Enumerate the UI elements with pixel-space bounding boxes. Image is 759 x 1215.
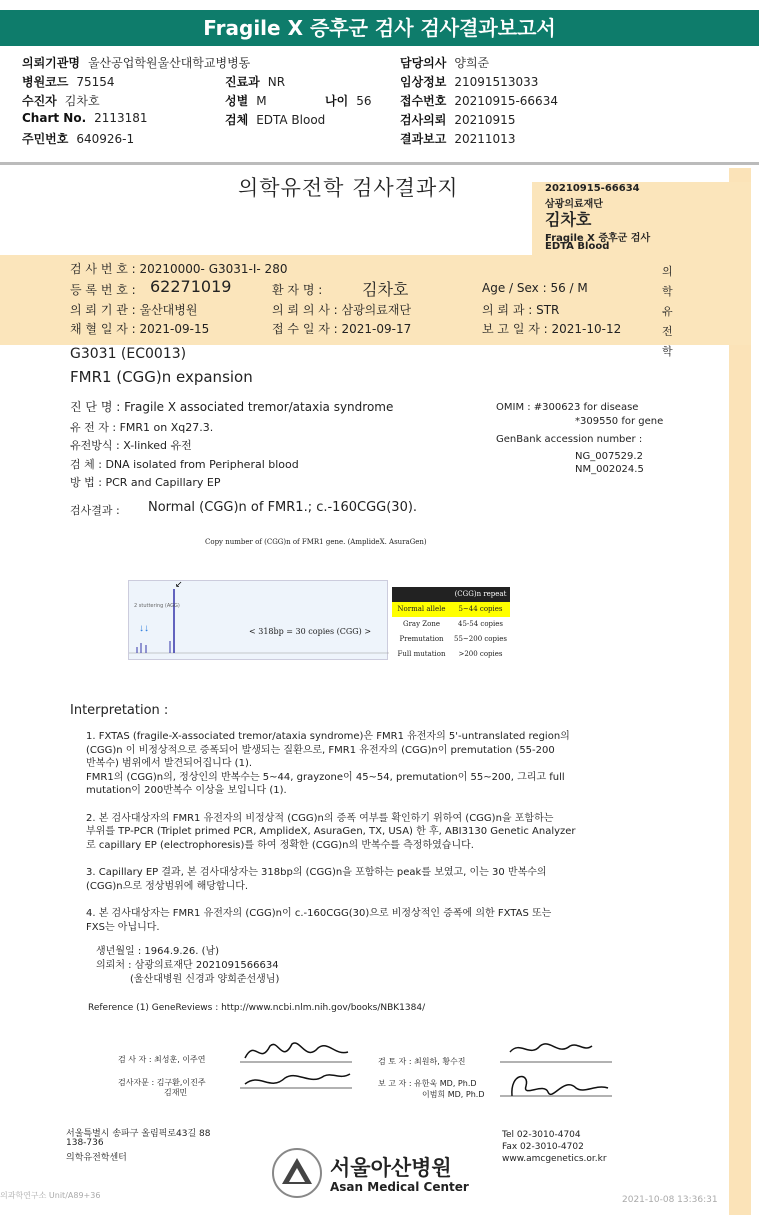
info-field xyxy=(400,73,538,91)
info-value: 2113181 xyxy=(94,111,148,125)
hospital-name-ko: 서울아산병원 xyxy=(330,1156,452,1180)
info-value: 56 xyxy=(356,94,372,108)
info-value: EDTA Blood xyxy=(256,113,326,127)
examiner: 검 사 자 : 최성훈, 이주연 xyxy=(118,1055,206,1064)
advisor-2: 김재민 xyxy=(164,1088,188,1097)
info-field xyxy=(225,111,325,129)
reporter: 보 고 자 : 유한욱 MD, Ph.D xyxy=(378,1079,477,1088)
interpretation-line: 반복수) 범위에서 발견되어집니다 (1). xyxy=(86,758,253,769)
info-value: 20210915 xyxy=(454,113,516,127)
hospital-logo-icon xyxy=(272,1148,322,1198)
genbank-ng: NG_007529.2 xyxy=(575,451,643,462)
ep-trace xyxy=(129,581,389,661)
info-field xyxy=(400,111,515,129)
result-label: 검사결과 : xyxy=(70,504,120,517)
inheritance: 유전방식 : X-linked 유전 xyxy=(70,439,192,452)
info-label: 주민번호 xyxy=(22,132,69,146)
info-field xyxy=(22,92,100,110)
result-value: Normal (CGG)n of FMR1.; c.-160CGG(30). xyxy=(148,500,418,515)
info-field xyxy=(22,54,250,72)
chart-caption: Copy number of (CGG)n of FMR1 gene. (AmplideX. AsuraGen) xyxy=(205,538,427,546)
info-value: 김차호 xyxy=(64,94,100,108)
genbank-nm: NM_002024.5 xyxy=(575,464,644,475)
interpretation-line: (CGG)n 이 비정상적으로 증폭되어 발생되는 질환으로, FMR1 유전자의 (CGG)n이 premutation (55-200 xyxy=(86,744,555,756)
info-value: 양희준 xyxy=(454,56,490,70)
info-field xyxy=(22,111,148,129)
reviewer: 검 토 자 : 최원하, 황수진 xyxy=(378,1057,466,1066)
info-label: 의뢰기관명 xyxy=(22,56,80,70)
info-label: 담당의사 xyxy=(400,56,447,70)
collect-date: 채 혈 일 자 : 2021-09-15 xyxy=(70,322,210,336)
info-field xyxy=(400,54,489,72)
referrer: 의뢰처 : 삼광의료재단 2021091566634 xyxy=(96,960,279,971)
referrer-detail: (울산대병원 신경과 양희준선생님) xyxy=(130,974,280,985)
interpretation-line: mutation이 200반복수 이상을 보입니다 (1). xyxy=(86,785,287,796)
reference: Reference (1) GeneReviews : http://www.ncbi.nlm.nih.gov/books/NBK1384/ xyxy=(88,1003,426,1013)
diagnosis: 진 단 명 : Fragile X associated tremor/ataxia syndrome xyxy=(70,400,394,414)
interpretation-line: 1. FXTAS (fragile-X-associated tremor/ataxia syndrome)은 FMR1 유전자의 5'-untranslated region의 xyxy=(86,731,570,742)
info-label: 진료과 xyxy=(225,75,260,89)
info-label: 임상정보 xyxy=(400,75,447,89)
gene: 유 전 자 : FMR1 on Xq27.3. xyxy=(70,421,214,434)
report-title: 의학유전학 검사결과지 xyxy=(238,176,459,200)
contact-web: www.amcgenetics.or.kr xyxy=(502,1154,607,1164)
info-field xyxy=(400,92,558,110)
info-value: 20211013 xyxy=(454,132,516,146)
specimen: 검 체 : DNA isolated from Peripheral blood xyxy=(70,458,299,471)
contact-tel: Tel 02-3010-4704 xyxy=(502,1130,581,1140)
test-number: 검 사 번 호 : 20210000- G3031-I- 280 xyxy=(70,262,288,276)
interpretation-title: Interpretation : xyxy=(70,703,169,718)
interpretation-line: (CGG)n으로 정상범위에 해당합니다. xyxy=(86,880,249,892)
info-value: 21091513033 xyxy=(454,75,539,89)
info-value: 640926-1 xyxy=(76,132,135,146)
info-field xyxy=(325,92,371,110)
logo-mark xyxy=(274,1150,320,1196)
report-header-title: Fragile X 증후군 검사 검사결과보고서 xyxy=(0,10,759,46)
interpretation-line: FXS는 아닙니다. xyxy=(86,921,160,933)
interpretation-line: 2. 본 검사대상자의 FMR1 유전자의 비정상적 (CGG)n의 증폭 여부를 확인하기 위하여 (CGG)n을 포함하는 xyxy=(86,812,554,824)
signature-examiner xyxy=(240,1036,355,1100)
section-divider xyxy=(0,162,759,165)
info-field xyxy=(400,130,515,148)
requesting-doctor: 의 뢰 의 사 : 삼광의료재단 xyxy=(272,303,412,317)
capillary-ep-chart xyxy=(128,580,388,660)
info-label: 나이 xyxy=(325,94,349,108)
footer-left: 의과학연구소 Unit/A89+36 xyxy=(0,1191,101,1200)
info-value: 75154 xyxy=(76,75,115,89)
address-line-3: 의학유전학센터 xyxy=(66,1153,127,1163)
info-value: 20210915-66634 xyxy=(454,94,558,108)
table-row: Full mutation >200 copies xyxy=(397,650,503,658)
info-label: 검체 xyxy=(225,113,249,127)
info-label: 병원코드 xyxy=(22,75,69,89)
repeat-range-table xyxy=(392,587,510,662)
requesting-dept: 의 뢰 과 : STR xyxy=(482,303,560,317)
table-row: Premutation 55~200 copies xyxy=(399,635,507,643)
interpretation-line: 3. Capillary EP 결과, 본 검사대상자는 318bp의 (CGG)n을 포함하는 peak를 보였고, 이는 30 반복수의 xyxy=(86,867,547,878)
stamp-line-4: Fragile X 증후군 검사 xyxy=(545,233,651,244)
stamp-line-2: 삼광의료재단 xyxy=(545,199,603,210)
stamp-line-1: 20210915-66634 xyxy=(545,183,640,194)
stutter-arrows: ↓↓ xyxy=(139,623,149,634)
report-date: 보 고 일 자 : 2021-10-12 xyxy=(482,322,622,336)
test-name: FMR1 (CGG)n expansion xyxy=(70,368,253,386)
age-sex: Age / Sex : 56 / M xyxy=(482,281,588,295)
info-label: 성별 xyxy=(225,94,249,108)
test-code: G3031 (EC0013) xyxy=(70,346,187,362)
table-row: Normal allele 5~44 copies xyxy=(392,602,510,617)
info-value: NR xyxy=(267,75,286,89)
peak-arrow: ↙ xyxy=(175,581,183,589)
info-field xyxy=(225,73,285,91)
chart-inner-label: < 318bp = 30 copies (CGG) > xyxy=(249,627,372,636)
info-label: Chart No. xyxy=(22,111,87,125)
omim-disease: OMIM : #300623 for disease xyxy=(496,402,639,413)
birth-date: 생년월일 : 1964.9.26. (남) xyxy=(96,946,220,957)
patient-label: 환 자 명 : xyxy=(272,283,323,297)
info-label: 검사의뢰 xyxy=(400,113,447,127)
interpretation-line: 부위를 TP-PCR (Triplet primed PCR, AmplideX, AsuraGen, TX, USA) 한 후, ABI3130 Genetic Analyzer xyxy=(86,826,576,837)
patient-name: 김차호 xyxy=(362,280,409,299)
chart-side-note: 2 stuttering (AGG) xyxy=(134,603,180,609)
table-row: Gray Zone 45-54 copies xyxy=(402,620,503,628)
info-field xyxy=(22,130,134,148)
genbank-label: GenBank accession number : xyxy=(496,434,643,445)
info-label: 결과보고 xyxy=(400,132,447,146)
info-field xyxy=(22,73,115,91)
address-line-2: 138-736 xyxy=(66,1138,104,1148)
method: 방 법 : PCR and Capillary EP xyxy=(70,476,221,489)
interpretation-line: 로 capillary EP (electrophoresis)를 하여 정확한 (CGG)n의 반복수를 측정하였습니다. xyxy=(86,839,474,851)
omim-gene: *309550 for gene xyxy=(575,416,664,427)
table-header: (CGG)n repeat xyxy=(392,587,510,602)
footer-timestamp: 2021-10-08 13:36:31 xyxy=(622,1195,718,1205)
info-value: M xyxy=(256,94,267,108)
receive-date: 접 수 일 자 : 2021-09-17 xyxy=(272,322,412,336)
reg-no-value: 62271019 xyxy=(150,277,232,296)
interpretation-line: 4. 본 검사대상자는 FMR1 유전자의 (CGG)n이 c.-160CGG(30)으로 비정상적인 증폭에 의한 FXTAS 또는 xyxy=(86,908,552,919)
reporter-2: 이범희 MD, Ph.D xyxy=(422,1090,485,1099)
reg-no-label: 등 록 번 호 : xyxy=(70,283,136,297)
info-label: 수진자 xyxy=(22,94,57,108)
stamp-line-3: 김차호 xyxy=(545,210,592,229)
requesting-institution: 의 뢰 기 관 : 울산대병원 xyxy=(70,303,198,317)
signature-reviewer xyxy=(500,1036,615,1108)
stamp-line-5: EDTA Blood xyxy=(545,241,610,252)
hospital-name-en: Asan Medical Center xyxy=(330,1180,469,1194)
info-label: 접수번호 xyxy=(400,94,447,108)
side-vertical-text: 의학유전학 xyxy=(662,265,673,358)
info-value: 울산공업학원울산대학교병병동 xyxy=(87,56,251,70)
contact-fax: Fax 02-3010-4702 xyxy=(502,1142,584,1152)
advisor: 검사자문 : 김구환,이진주 xyxy=(118,1078,206,1087)
interpretation-line: FMR1의 (CGG)n의, 정상인의 반복수는 5~44, grayzone이 45~54, premutation이 55~200, 그리고 full xyxy=(86,771,565,783)
address-line-1: 서울특별시 송파구 올림픽로43길 88 xyxy=(66,1129,211,1139)
info-field xyxy=(225,92,267,110)
